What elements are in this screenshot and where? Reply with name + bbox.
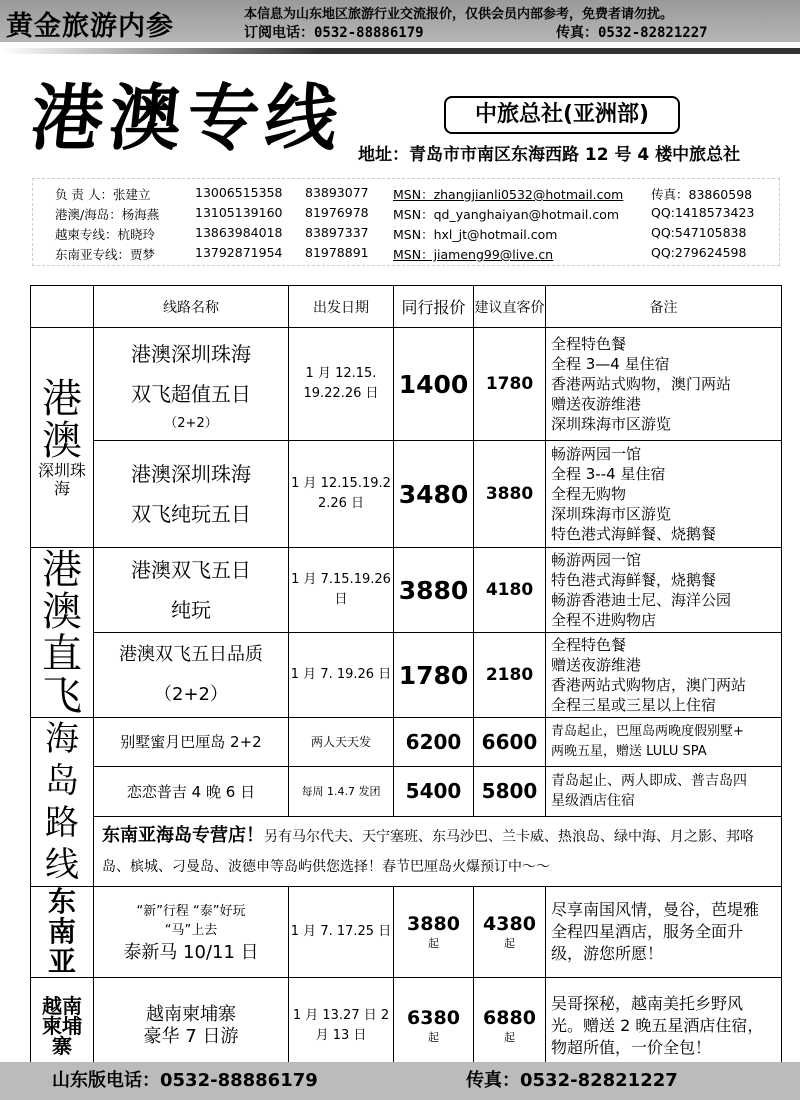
contact-mobile: 13006515358 (195, 185, 283, 200)
contact-msn[interactable]: MSN：jiameng99@live.cn (393, 247, 554, 262)
price-table (30, 285, 782, 1074)
route-line: 双飞超值五日 (131, 382, 251, 406)
retail-price: 3880 (474, 441, 546, 548)
contact-role: 东南亚专线：贾梦 (55, 247, 156, 262)
retail-price: 1780 (474, 328, 546, 441)
route-line: “马”上去 (164, 923, 218, 938)
peer-price: 1780 (394, 633, 474, 718)
footer-fax: 传真：0532-82821227 (466, 1070, 678, 1091)
contacts-panel (32, 178, 780, 266)
contact-extra: QQ:547105838 (651, 225, 747, 240)
note-line: 全程 3—4 星住宿 (551, 355, 670, 373)
table-header (31, 286, 782, 328)
peer-price (394, 978, 474, 1074)
contact-phone: 83897337 (305, 225, 369, 240)
promo-row (31, 816, 782, 886)
contact-extra: QQ:279624598 (651, 245, 747, 260)
note-line: 两晚五星，赠送 LULU SPA (551, 743, 707, 759)
table-row (31, 887, 782, 978)
notes (546, 441, 782, 548)
note-line: 全程特色餐 (551, 335, 627, 353)
route-name (94, 633, 289, 718)
promo (94, 816, 782, 886)
route-name (94, 978, 289, 1074)
route-name: 别墅蜜月巴厘岛 2+2 (94, 718, 289, 767)
price-from: 起 (504, 1030, 515, 1044)
retail-price: 4180 (474, 548, 546, 633)
peer-price: 3880 (394, 548, 474, 633)
address: 地址：青岛市市南区东海西路 12 号 4 楼中旅总社 (358, 145, 741, 165)
header-price: 同行报价 (394, 286, 474, 328)
note-line: 畅游两园一馆 (551, 445, 642, 463)
route-line: 越南柬埔寨 (146, 1003, 236, 1025)
peer-price: 6200 (394, 718, 474, 767)
price-value: 6380 (407, 1006, 460, 1029)
contact-phone: 83893077 (305, 185, 369, 200)
promo-heading: 东南亚海岛专营店！ (102, 824, 264, 846)
note-line: 青岛起止，巴厘岛两晚度假别墅+ (551, 723, 744, 739)
retail-price (474, 978, 546, 1074)
route-line: 港澳深圳珠海 (131, 342, 251, 366)
contact-mobile: 13792871954 (195, 245, 283, 260)
contact-mobile: 13105139160 (195, 205, 283, 220)
contact-phone: 81978891 (305, 245, 369, 260)
note-line: 光。赠送 2 晚五星酒店住宿， (551, 1015, 764, 1035)
route-line: 豪华 7 日游 (143, 1025, 239, 1047)
table-row (31, 328, 782, 441)
subscription-fax: 传真：0532-82821227 (556, 25, 708, 41)
table-row (31, 978, 782, 1074)
route-line: （2+2） (154, 684, 228, 705)
departure-date: 1 月 12.15. 19.22.26 日 (289, 328, 394, 441)
table-row (31, 441, 782, 548)
price-value: 3880 (407, 913, 460, 935)
route-line: 纯玩 (171, 598, 211, 622)
note-line: 香港两站式购物，澳门两站 (551, 375, 732, 393)
contact-role: 越柬专线：杭晓玲 (55, 227, 156, 242)
header-notes: 备注 (546, 286, 782, 328)
note-line: 赠送夜游维港 (551, 656, 642, 674)
top-banner (0, 0, 800, 42)
brand-name: 黄金旅游内参 (6, 11, 174, 42)
departure-date: 1 月 12.15.19.2 2.26 日 (289, 441, 394, 548)
price-value: 4380 (483, 913, 536, 935)
price-from: 起 (428, 937, 439, 950)
notes (546, 633, 782, 718)
subscription-line (244, 22, 708, 42)
note-line: 全程 3--4 星住宿 (551, 465, 666, 483)
peer-price (394, 887, 474, 978)
contact-role: 港澳/海岛：杨海燕 (55, 207, 160, 222)
header-date: 出发日期 (289, 286, 394, 328)
departure-date: 1 月 7.15.19.26 日 (289, 548, 394, 633)
route-name (94, 548, 289, 633)
route-name (94, 441, 289, 548)
price-from: 起 (504, 937, 515, 950)
note-line: 全程四星酒店，服务全面升 (551, 922, 744, 941)
note-line: 深圳珠海市区游览 (551, 505, 672, 523)
category-sub: 深圳珠海 (37, 460, 86, 498)
peer-price: 1400 (394, 328, 474, 441)
route-line: 港澳双飞五日 (131, 558, 251, 582)
note-line: 全程特色餐 (551, 636, 627, 654)
category-zhifei: 港澳直飞 (31, 548, 94, 718)
category-southeast-asia: 东南亚 (31, 887, 94, 978)
route-name (94, 887, 289, 978)
note-line: 星级酒店住宿 (551, 793, 635, 810)
note-line: 畅游香港迪士尼、海洋公园 (551, 591, 732, 609)
note-line: 特色港式海鲜餐、烧鹅餐 (551, 525, 717, 543)
departure-date: 1 月 7. 17.25 日 (289, 887, 394, 978)
route-line: （2+2） (164, 416, 218, 431)
notes (546, 766, 782, 816)
notice-text: 本信息为山东地区旅游行业交流报价，仅供会员内部参考，免费者请勿扰。 (244, 7, 674, 22)
page-title: 港澳专线 (26, 75, 348, 160)
divider (0, 48, 800, 54)
table-row (31, 633, 782, 718)
note-line: 吴哥探秘，越南美托乡野风 (551, 993, 744, 1013)
notes (546, 978, 782, 1074)
price-from: 起 (428, 1030, 439, 1044)
category-island: 海岛路线 (31, 718, 94, 887)
route-line: 双飞纯玩五日 (131, 502, 251, 526)
contact-phone: 81976978 (305, 205, 369, 220)
retail-price: 6600 (474, 718, 546, 767)
note-line: 全程不进购物店 (551, 611, 657, 629)
note-line: 特色港式海鲜餐，烧鹅餐 (551, 571, 717, 589)
route-line: 港澳深圳珠海 (131, 462, 251, 486)
departure-date: 1 月 13.27 日 2 月 13 日 (289, 978, 394, 1074)
contact-msn[interactable]: MSN：qd_yanghaiyan@hotmail.com (393, 207, 620, 222)
retail-price (474, 887, 546, 978)
notes (546, 548, 782, 633)
peer-price: 3480 (394, 441, 474, 548)
contact-msn[interactable]: MSN：hxl_jt@hotmail.com (393, 227, 558, 242)
note-line: 全程无购物 (551, 485, 627, 503)
route-line: 泰新马 10/11 日 (123, 942, 259, 963)
header-retail: 建议直客价 (474, 286, 546, 328)
contact-msn[interactable]: MSN：zhangjianli0532@hotmail.com (393, 187, 624, 202)
contact-mobile: 13863984018 (195, 225, 283, 240)
departure-date: 1 月 7. 19.26 日 (289, 633, 394, 718)
footer-phone: 山东版电话：0532-88886179 (52, 1070, 318, 1091)
subscription-phone: 订阅电话：0532-88886179 (244, 25, 424, 41)
note-line: 青岛起止、两人即成、普吉岛四 (551, 773, 747, 790)
category-vietnam: 越南柬埔寨 (31, 978, 94, 1074)
note-line: 畅游两园一馆 (551, 551, 642, 569)
notes (546, 887, 782, 978)
contact-extra: 传真：83860598 (651, 187, 753, 202)
header-route: 线路名称 (94, 286, 289, 328)
route-name (94, 328, 289, 441)
departure-date: 两人天天发 (289, 718, 394, 767)
footer-bar (0, 1062, 800, 1100)
route-name: 恋恋普吉 4 晚 6 日 (94, 766, 289, 816)
contact-extra: QQ:1418573423 (651, 205, 755, 220)
notes (546, 328, 782, 441)
route-line: “新”行程 “泰”好玩 (136, 904, 246, 919)
note-line: 级，游您所愿！ (551, 944, 664, 963)
note-line: 物超所值，一价全包！ (551, 1037, 712, 1057)
price-value: 6880 (483, 1006, 536, 1029)
category-gangao (31, 328, 94, 548)
route-line: 港澳双飞五日品质 (119, 644, 263, 665)
contact-role: 负 责 人：张建立 (55, 187, 151, 202)
departure-date: 每周 1.4.7 发团 (289, 766, 394, 816)
note-line: 全程三星或三星以上住宿 (551, 696, 717, 714)
table-row (31, 718, 782, 767)
table-row (31, 548, 782, 633)
note-line: 赠送夜游维港 (551, 395, 642, 413)
note-line: 尽享南国风情，曼谷，芭堤雅 (551, 900, 760, 919)
peer-price: 5400 (394, 766, 474, 816)
notes (546, 718, 782, 767)
note-line: 深圳珠海市区游览 (551, 415, 672, 433)
note-line: 香港两站式购物店，澳门两站 (551, 676, 747, 694)
retail-price: 5800 (474, 766, 546, 816)
agency-name: 中旅总社(亚洲部) (444, 96, 680, 134)
retail-price: 2180 (474, 633, 546, 718)
category-label: 港澳 (42, 375, 82, 464)
table-row (31, 766, 782, 816)
promo-text: 另有马尔代夫、天宁塞班、东马沙巴、兰卡威、热浪岛、绿中海、月之影、邦咯岛、槟城、刁曼岛、波德申等岛屿供您选择！春节巴厘岛火爆预订中～～ (102, 828, 754, 875)
